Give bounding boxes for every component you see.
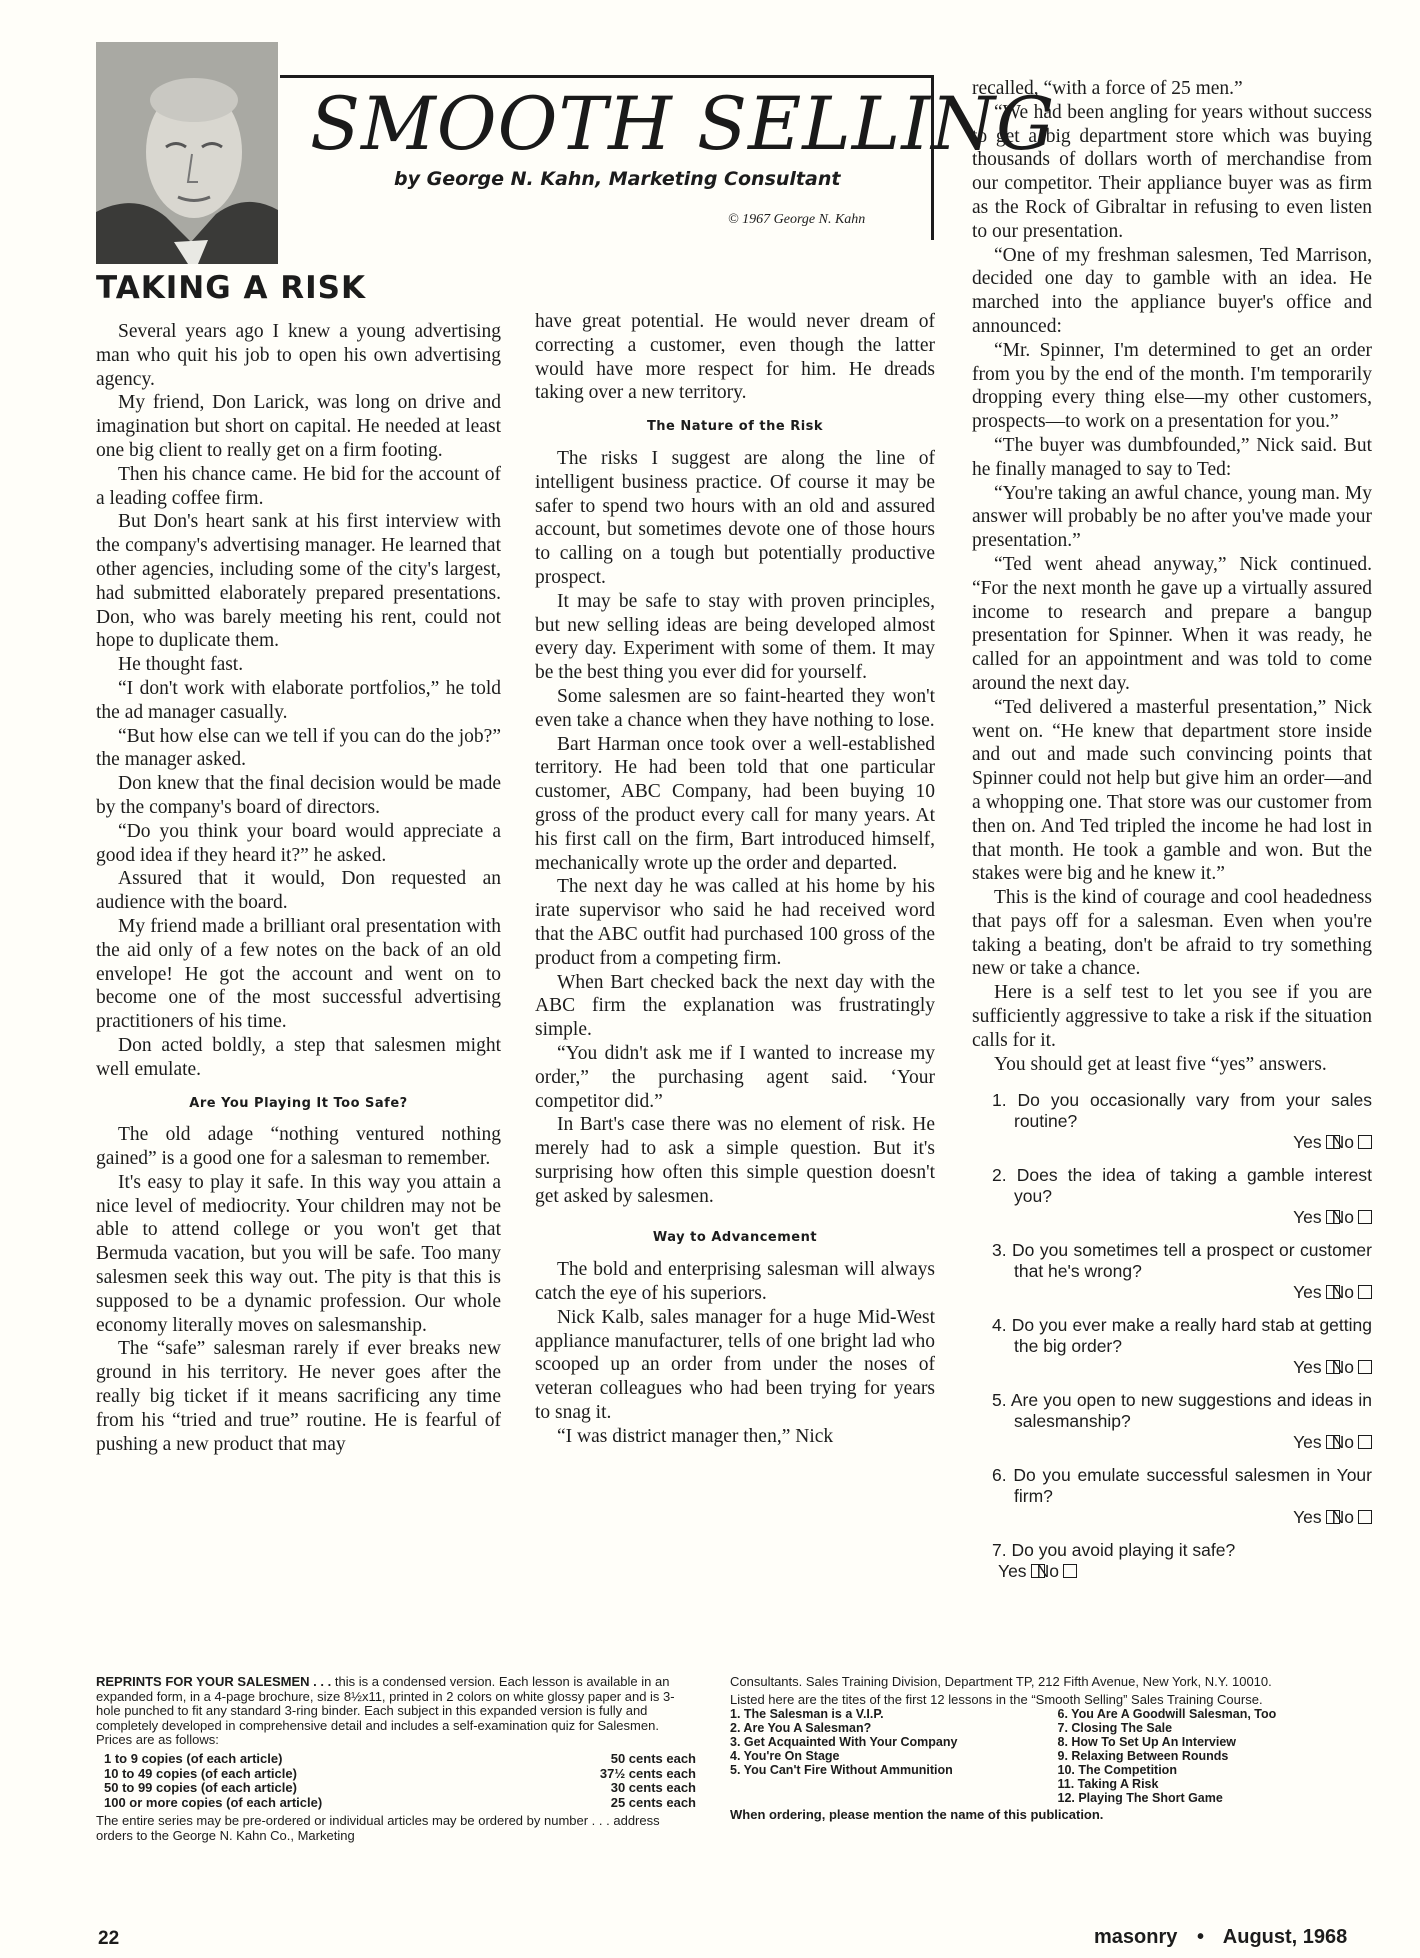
price-list [96, 1752, 696, 1810]
no-checkbox[interactable] [1358, 1135, 1372, 1149]
portrait-illustration [96, 42, 278, 264]
paragraph: “Do you think your board would appreciate a good idea if they heard it?” he asked. [96, 820, 501, 866]
subheading-playing-safe: Are You Playing It Too Safe? [189, 1095, 408, 1111]
no-label: No [1036, 1561, 1059, 1582]
lesson-item: 11. Taking A Risk [1057, 1777, 1159, 1792]
quiz-item [992, 1315, 1372, 1378]
answer-options [1014, 1132, 1372, 1153]
paragraph: Here is a self test to let you see if you are sufficiently aggressive to take a risk if the situation calls for it. [972, 982, 1372, 1051]
paragraph: “But how else can we tell if you can do the job?” the manager asked. [96, 725, 501, 771]
paragraph: Bart Harman once took over a well-established territory. He had been told that one particular customer, ABC Company, had been buying 10 gross of the product every call for many years. At his first call on the firm, Bart introduced himself, mechanically wrote up the order and departed. [535, 733, 935, 874]
yes-label: Yes [1293, 1432, 1322, 1453]
paragraph: “I don't work with elaborate portfolios,” he told the ad manager casually. [96, 677, 501, 723]
paragraph: The next day he was called at his home by his irate supervisor who said he had received word that the ABC outfit had purchased 100 gross of the product from a competing firm. [535, 876, 935, 969]
paragraph: The old adage “nothing ventured nothing gained” is a good one for a salesman to remember. [96, 1124, 501, 1170]
ordering-note: When ordering, please mention the name of this publication. [730, 1807, 1104, 1823]
paragraph: The bold and enterprising salesman will always catch the eye of his superiors. [535, 1259, 935, 1305]
no-checkbox[interactable] [1358, 1510, 1372, 1524]
paragraph: Nick Kalb, sales manager for a huge Mid-West appliance manufacturer, tells of one bright lad who scooped up an order from under the noses of veteran colleagues who had been trying for years to snag it. [535, 1306, 935, 1424]
paragraph: “Ted delivered a masterful presentation,” Nick went on. “He knew that department store inside and out and made such convincing points that Spinner could not help but give him an order—and a whopping one. That store was our customer from then on. And Ted tripled the income he had lost in that month. He took a gamble and won. But the stakes were big and he knew it.” [972, 696, 1372, 885]
paragraph: Several years ago I knew a young advertising man who quit his job to open his own advertising agency. [96, 321, 501, 390]
paragraph: “One of my freshman salesmen, Ted Marrison, decided one day to gamble with an idea. He marched into the appliance buyer's office and announced: [972, 244, 1372, 337]
column-2 [535, 310, 935, 1449]
answer-options [1014, 1432, 1372, 1453]
no-checkbox[interactable] [1063, 1564, 1077, 1578]
answer-options [998, 1561, 1372, 1582]
quiz-item [992, 1090, 1372, 1153]
no-checkbox[interactable] [1358, 1360, 1372, 1374]
quiz-item [992, 1165, 1372, 1228]
no-label: No [1331, 1432, 1354, 1453]
lesson-item: 10. The Competition [1057, 1763, 1177, 1778]
lesson-item: 4. You're On Stage [730, 1749, 840, 1764]
lesson-item [730, 1777, 1048, 1791]
quiz-question: 3. Do you sometimes tell a prospect or customer that he's wrong? [992, 1240, 1372, 1282]
lessons-notice [730, 1675, 1375, 1823]
paragraph: have great potential. He would never dream of correcting a customer, even though the latter would have more respect for him. He dreads taking over a new territory. [535, 311, 935, 404]
byline: by George N. Kahn, Marketing Consultant [394, 168, 841, 190]
paragraph: When Bart checked back the next day with the ABC firm the explanation was frustratingly simple. [535, 971, 935, 1041]
quiz-item [992, 1540, 1372, 1582]
column-3 [972, 77, 1372, 1594]
paragraph: “Mr. Spinner, I'm determined to get an order from you by the end of the month. I'm temporarily dropping every thing else—my other customers, prospects—to work on a presentation for you.” [972, 339, 1372, 433]
yes-label: Yes [1293, 1132, 1322, 1153]
lesson-item: 3. Get Acquainted With Your Company [730, 1735, 958, 1750]
order-address: Consultants. Sales Training Division, Department TP, 212 Fifth Avenue, New York, N.Y. 10010. [730, 1674, 1272, 1689]
no-label: No [1331, 1357, 1354, 1378]
quiz-item [992, 1240, 1372, 1303]
lesson-item: 5. You Can't Fire Without Ammunition [730, 1763, 953, 1778]
quiz-question: 4. Do you ever make a really hard stab at getting the big order? [992, 1315, 1372, 1357]
order-note: The entire series may be pre-ordered or individual articles may be ordered by number . . . address orders to the George N. Kahn Co., Marketing [96, 1813, 660, 1843]
quiz-question: 5. Are you open to new suggestions and ideas in salesmanship? [992, 1390, 1372, 1432]
author-photo [96, 42, 278, 264]
paragraph: Assured that it would, Don requested an audience with the board. [96, 868, 501, 914]
no-label: No [1331, 1507, 1354, 1528]
lesson-item: 8. How To Set Up An Interview [1057, 1735, 1236, 1750]
lesson-item: 12. Playing The Short Game [1057, 1791, 1223, 1806]
answer-options [1014, 1207, 1372, 1228]
paragraph: He thought fast. [118, 654, 244, 676]
paragraph: But Don's heart sank at his first interview with the company's advertising manager. He learned that other agencies, including some of the city's largest, had submitted elaborately prepared presentations. Don, who was barely meeting his rent, could not hope to duplicate them. [96, 511, 501, 652]
yes-label: Yes [1293, 1357, 1322, 1378]
subheading-nature-of-risk: The Nature of the Risk [646, 419, 824, 435]
paragraph: recalled, “with a force of 25 men.” [972, 78, 1243, 99]
paragraph: It may be safe to stay with proven principles, but new selling ideas are being developed almost every day. Experiment with some of them. It may be the best thing you ever did for yourself. [535, 590, 935, 684]
paragraph: My friend made a brilliant oral presentation with the aid only of a few notes on the back of an old envelope! He got the account and went on to become one of the most successful advertising practitioners of his time. [96, 915, 501, 1033]
yes-label: Yes [1293, 1507, 1322, 1528]
bullet-icon: • [1196, 1926, 1204, 1948]
paragraph: Don knew that the final decision would be made by the company's board of directors. [96, 773, 501, 818]
paragraph: The “safe” salesman rarely if ever breaks new ground in his territory. He never goes after the really big ticket if it means sacrificing any time from his “tried and true” routine. He is fearful of pushing a new product that may [96, 1338, 501, 1455]
no-checkbox[interactable] [1358, 1210, 1372, 1224]
paragraph: “You didn't ask me if I wanted to increase my order,” the purchasing agent said. ‘Your competitor did.” [535, 1042, 935, 1112]
no-checkbox[interactable] [1358, 1435, 1372, 1449]
quiz-item [992, 1390, 1372, 1453]
lesson-item: 9. Relaxing Between Rounds [1057, 1749, 1229, 1764]
paragraph: The risks I suggest are along the line of intelligent business practice. Of course it may be safer to spend two hours with an old and assured account, but sometimes devote one of those hours to calling on a tough but potentially productive prospect. [535, 447, 935, 588]
no-label: No [1331, 1132, 1354, 1153]
paragraph: Some salesmen are so faint-hearted they won't even take a chance when they have nothing to lose. [535, 685, 935, 731]
paragraph: “Ted went ahead anyway,” Nick continued. “For the next month he gave up a virtually assured income to research and prepare a bangup presentation for Spinner. When it was ready, he called for an appointment and was told to come around the next day. [972, 553, 1372, 694]
issue-date: August, 1968 [1222, 1926, 1348, 1948]
no-checkbox[interactable] [1358, 1285, 1372, 1299]
publication-footer [1094, 1926, 1347, 1949]
lesson-item: 7. Closing The Sale [1057, 1721, 1173, 1736]
answer-options [1014, 1507, 1372, 1528]
paragraph: Then his chance came. He bid for the account of a leading coffee firm. [96, 463, 501, 509]
paragraph: In Bart's case there was no element of risk. He merely had to ask a simple question. But it's surprising how often this simple question doesn't get asked by salesmen. [535, 1114, 935, 1207]
yes-label: Yes [998, 1561, 1027, 1582]
quiz-question: 6. Do you emulate successful salesmen in Your firm? [992, 1465, 1372, 1507]
paragraph: Don acted boldly, a step that salesmen might well emulate. [96, 1034, 501, 1080]
price-row: 100 or more copies (of each article) 25 cents each [104, 1794, 696, 1810]
self-test-quiz [972, 1090, 1372, 1582]
no-label: No [1331, 1207, 1354, 1228]
subheading-way-to-advancement: Way to Advancement [652, 1230, 818, 1246]
lesson-item: 2. Are You A Salesman? [730, 1721, 872, 1736]
answer-options [1014, 1282, 1372, 1303]
price-row: 50 to 99 copies (of each article) 30 cents each [104, 1780, 696, 1796]
quiz-question: 1. Do you occasionally vary from your sales routine? [992, 1090, 1372, 1132]
lesson-item: 1. The Salesman is a V.I.P. [730, 1707, 884, 1722]
lesson-item: 6. You Are A Goodwill Salesman, Too [1057, 1707, 1277, 1722]
reprints-intro: this is a condensed version. Each lesson is available in an expanded form, in a 4-page brochure, size 8½x11, printed in 2 colors on white glossy paper and is 3-hole punched to fit any standard 3-ring binder. Each subject in this expanded version is fully and completely developed in comprehensive detail and includes a self-examination quiz for Salesmen. Prices are as follows: [96, 1674, 675, 1748]
lessons-intro: Listed here are the tites of the first 12 lessons in the “Smooth Selling” Sales Training Course. [730, 1691, 1263, 1707]
price-row: 10 to 49 copies (of each article) 37½ cents each [104, 1765, 696, 1781]
page-number: 22 [98, 1928, 120, 1949]
page-title: SMOOTH SELLING [310, 82, 1056, 167]
price-row: 1 to 9 copies (of each article) 50 cents each [104, 1750, 696, 1766]
paragraph: “I was district manager then,” Nick [557, 1425, 834, 1447]
publication-name: masonry [1094, 1926, 1178, 1948]
quiz-item [992, 1465, 1372, 1528]
yes-label: Yes [1293, 1282, 1322, 1303]
quiz-question: 7. Do you avoid playing it safe? [992, 1540, 1236, 1561]
paragraph: “We had been angling for years without success to get a big department store which was buying thousands of dollars worth of merchandise from our competitor. Their appliance buyer was as firm as the Rock of Gibraltar in refusing to even listen to our presentation. [972, 101, 1372, 242]
reprints-lead: REPRINTS FOR YOUR SALESMEN . . . [96, 1674, 332, 1689]
answer-options [1014, 1357, 1372, 1378]
paragraph: My friend, Don Larick, was long on drive and imagination but short on capital. He needed at least one big client to really get on a firm footing. [96, 392, 501, 461]
article-heading: TAKING A RISK [96, 270, 367, 306]
paragraph: It's easy to play it safe. In this way you attain a nice level of mediocrity. Your children may not be able to attend college or you won't get that Bermuda vacation, but you will be safe. Too many salesmen seek this way out. The pity is that this is supposed to be a dynamic profession. Our whole economy literally moves on salesmanship. [96, 1171, 501, 1336]
paragraph: “The buyer was dumbfounded,” Nick said. But he finally managed to say to Ted: [972, 434, 1372, 480]
quiz-question: 2. Does the idea of taking a gamble interest you? [992, 1165, 1372, 1207]
lesson-list [730, 1707, 1375, 1805]
lesson-item [730, 1791, 1048, 1805]
yes-label: Yes [1293, 1207, 1322, 1228]
copyright-notice: © 1967 George N. Kahn [728, 212, 866, 227]
reprints-notice [96, 1675, 696, 1844]
paragraph: You should get at least five “yes” answers. [994, 1053, 1327, 1075]
column-1 [96, 320, 501, 1456]
paragraph: “You're taking an awful chance, young man. My answer will probably be no after you've made your presentation.” [972, 482, 1372, 552]
paragraph: This is the kind of courage and cool headedness that pays off for a salesman. Even when you're taking a beating, don't be afraid to try something new or take a chance. [972, 887, 1372, 980]
no-label: No [1331, 1282, 1354, 1303]
